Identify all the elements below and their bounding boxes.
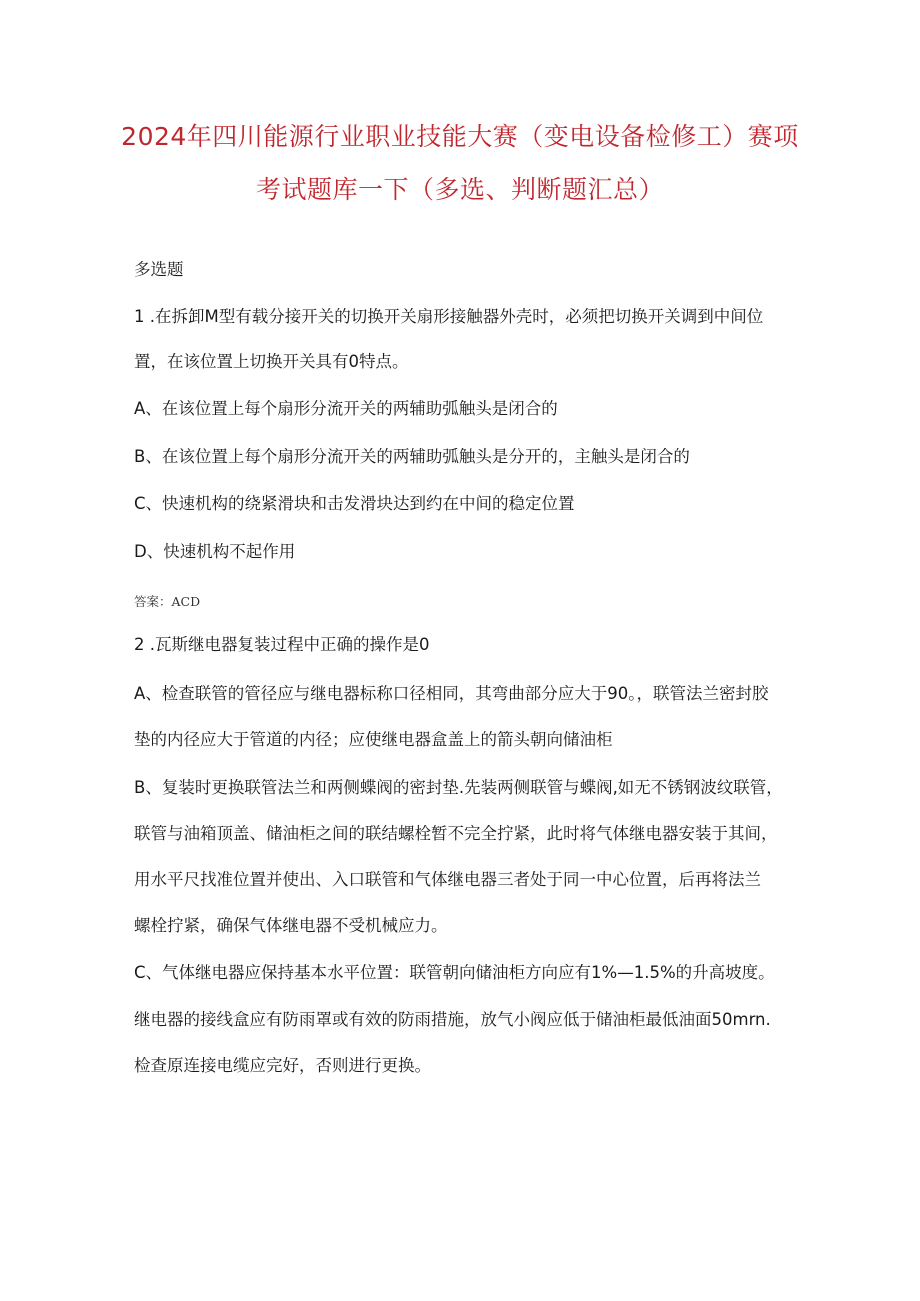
q1-option-d: D、快速机构不起作用 xyxy=(134,542,296,561)
q1-option-c: C、快速机构的绕紧滑块和击发滑块达到约在中间的稳定位置 xyxy=(134,494,575,513)
q2-option-b-line-4: 螺栓拧紧，确保气体继电器不受机械应力。 xyxy=(134,916,448,935)
q1-option-b: B、在该位置上每个扇形分流开关的两辅助弧触头是分开的，主触头是闭合的 xyxy=(134,447,690,466)
q2-option-a-line-1: A、检查联管的管径应与继电器标称口径相同，其弯曲部分应大于90。，联管法兰密封胶 xyxy=(134,684,769,703)
q2-option-a-line-2: 垫的内径应大于管道的内径；应使继电器盒盖上的箭头朝向储油柜 xyxy=(134,730,613,749)
q2-option-b-line-2: 联管与油箱顶盖、储油柜之间的联结螺栓暂不完全拧紧，此时将气体继电器安装于其间， xyxy=(134,824,778,843)
q2-stem: 2 .瓦斯继电器复装过程中正确的操作是0 xyxy=(134,635,430,654)
section-label: 多选题 xyxy=(134,260,184,279)
q1-answer: 答案：ACD xyxy=(134,594,201,609)
q1-option-a: A、在该位置上每个扇形分流开关的两辅助弧触头是闭合的 xyxy=(134,399,558,418)
q2-option-c-line-2: 继电器的接线盒应有防雨罩或有效的防雨措施，放气小阀应低于储油柜最低油面50mrn. xyxy=(134,1010,771,1029)
q1-stem-line-2: 置，在该位置上切换开关具有0特点。 xyxy=(134,352,409,371)
document-title-line-1: 2024年四川能源行业职业技能大赛（变电设备检修工）赛项 xyxy=(121,122,799,151)
q2-option-c-line-1: C、气体继电器应保持基本水平位置：联管朝向储油柜方向应有1%—1.5%的升高坡度。 xyxy=(134,963,775,982)
q2-option-c-line-3: 检查原连接电缆应完好，否则进行更换。 xyxy=(134,1056,431,1075)
document-title-line-2: 考试题库一下（多选、判断题汇总） xyxy=(255,175,664,204)
q1-stem-line-1: 1 .在拆卸M型有载分接开关的切换开关扇形接触器外壳时，必须把切换开关调到中间位 xyxy=(134,307,764,326)
q2-option-b-line-1: B、复装时更换联管法兰和两侧蝶阀的密封垫.先装两侧联管与蝶阀,如无不锈钢波纹联管， xyxy=(134,778,783,797)
q2-option-b-line-3: 用水平尺找准位置并使出、入口联管和气体继电器三者处于同一中心位置，后再将法兰 xyxy=(134,870,761,889)
